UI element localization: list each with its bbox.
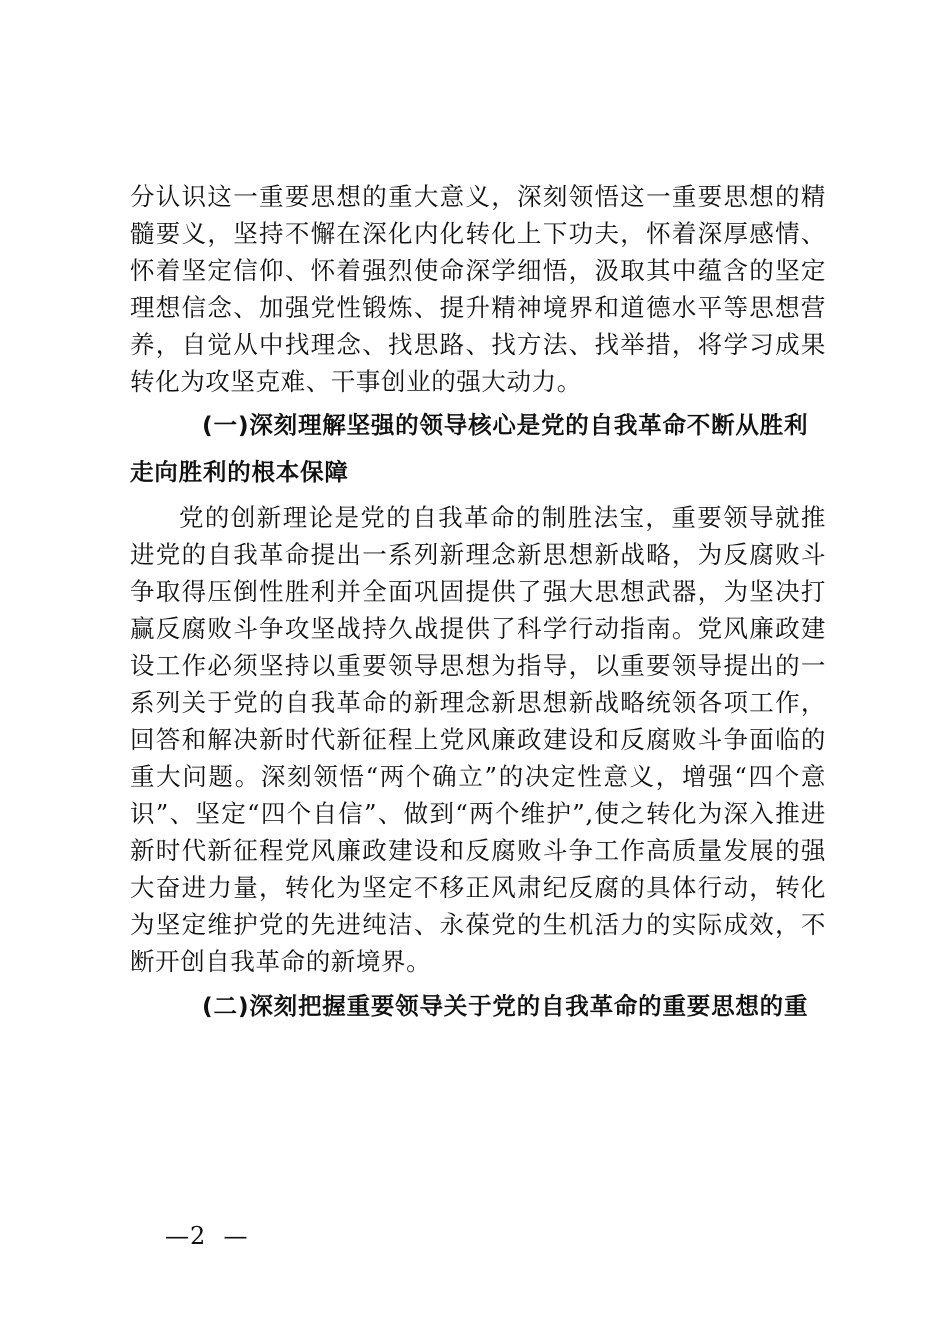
section-heading-2: (二)深刻把握重要领导关于党的自我革命的重要思想的重 [202, 992, 809, 1020]
section-heading-1-line-1: (一)深刻理解坚强的领导核心是党的自我革命不断从胜利 [202, 411, 809, 439]
section-heading-1 [130, 403, 826, 495]
document-body [130, 178, 826, 1029]
body-paragraph: 党的创新理论是党的自我革命的制胜法宝，重要领导就推进党的自我革命提出一系列新理念新思想新战略，为反腐败斗争取得压倒性胜利并全面巩固提供了强大思想武器，为坚决打赢反腐败斗争攻坚战持久战提供了科学行动指南。党风廉政建设工作必须坚持以重要领导思想为指导，以重要领导提出的一系列关于党的自我革命的新理念新思想新战略统领各项工作，回答和解决新时代新征程上党风廉政建设和反腐败斗争面临的重大问题。深刻领悟“两个确立”的决定性意义，增强“四个意识”、坚定“四个自信”、做到“两个维护”,使之转化为深入推进新时代新征程党风廉政建设和反腐败斗争工作高质量发展的强大奋进力量，转化为坚定不移正风肃纪反腐的具体行动，转化为坚定维护党的先进纯洁、永葆党的生机活力的实际成效，不断开创自我革命的新境界。 [130, 503, 826, 976]
section-heading-1-line-2: 走向胜利的根本保障 [130, 458, 349, 486]
page-number: —2 — [165, 1222, 249, 1250]
body-paragraph-continued: 分认识这一重要思想的重大意义，深刻领悟这一重要思想的精髓要义，坚持不懈在深化内化转化上下功夫，怀着深厚感情、怀着坚定信仰、怀着强烈使命深学细悟，汲取其中蕴含的坚定理想信念、加强党性锻炼、提升精神境界和道德水平等思想营养，自觉从中找理念、找思路、找方法、找举措，将学习成果转化为攻坚克难、干事创业的强大动力。 [130, 182, 826, 396]
